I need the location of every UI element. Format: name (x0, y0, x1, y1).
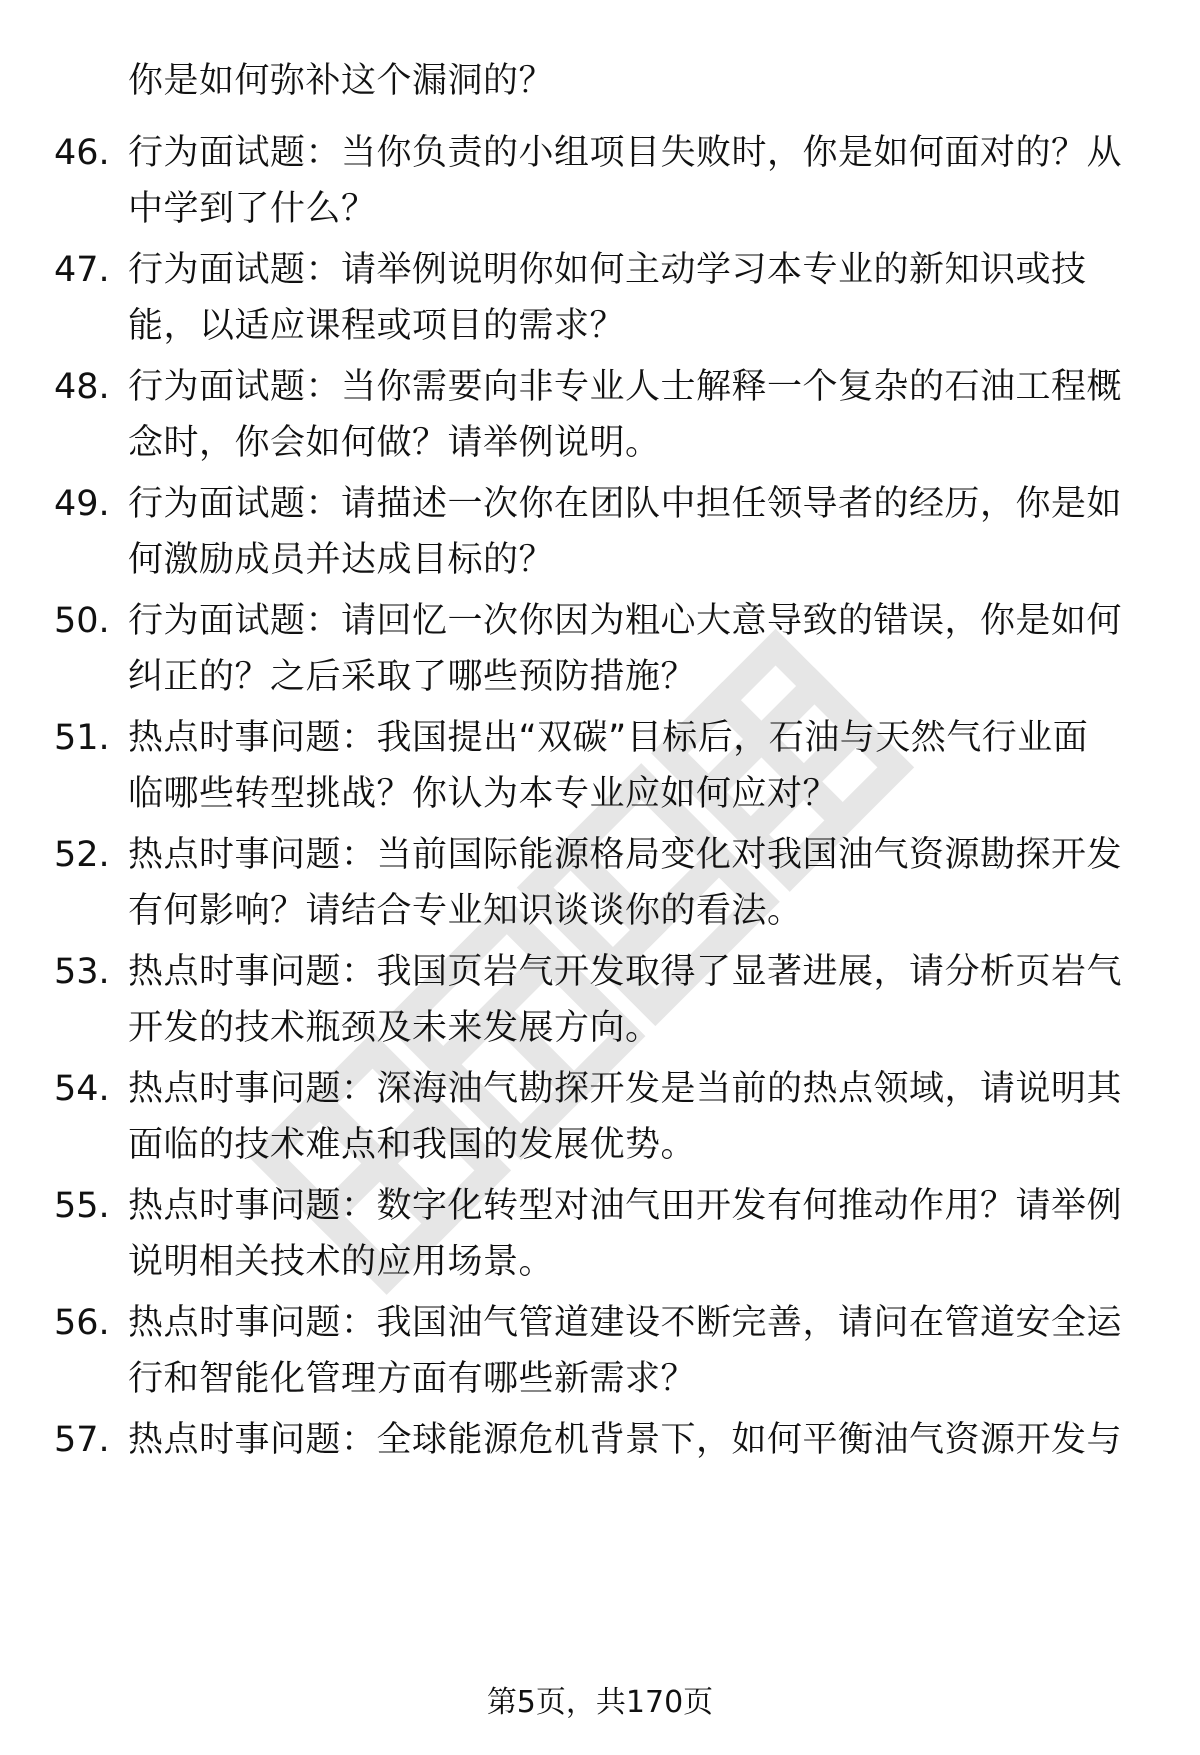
question-number: 47. (54, 250, 110, 290)
continuation-text: 你是如何弥补这个漏洞的？ (128, 61, 555, 101)
question-number: 48. (54, 367, 110, 407)
question-item-56 (0, 1300, 1200, 1410)
question-text-line2: 开发的技术瓶颈及未来发展方向。 (128, 1008, 661, 1048)
question-text-line2: 纠正的？之后采取了哪些预防措施？ (128, 657, 697, 697)
question-text-line1: 行为面试题：请举例说明你如何主动学习本专业的新知识或技 (128, 250, 1087, 290)
question-text-line1: 热点时事问题：数字化转型对油气田开发有何推动作用？请举例 (128, 1186, 1123, 1226)
question-text-line2: 说明相关技术的应用场景。 (128, 1242, 555, 1282)
question-item-54 (0, 1066, 1200, 1176)
page-footer: 第5页，共170页 (486, 1685, 714, 1720)
question-number: 53. (54, 952, 110, 992)
question-number: 46. (54, 133, 110, 173)
question-text-line2: 中学到了什么？ (128, 189, 377, 229)
question-number: 57. (54, 1420, 110, 1460)
question-number: 50. (54, 601, 110, 641)
question-item-49 (0, 481, 1200, 591)
question-number: 56. (54, 1303, 110, 1343)
question-text-line2: 何激励成员并达成目标的？ (128, 540, 555, 580)
question-number: 51. (54, 718, 110, 758)
question-item-48 (0, 364, 1200, 474)
question-item-53 (0, 949, 1200, 1059)
question-text-line2: 行和智能化管理方面有哪些新需求？ (128, 1359, 697, 1399)
question-item-50 (0, 598, 1200, 708)
question-number: 52. (54, 835, 110, 875)
question-text-line2: 能，以适应课程或项目的需求？ (128, 306, 626, 346)
question-text-line1: 热点时事问题：我国提出“双碳”目标后，石油与天然气行业面 (128, 718, 1089, 758)
question-item-52 (0, 832, 1200, 942)
question-item-55 (0, 1183, 1200, 1293)
question-number: 55. (54, 1186, 110, 1226)
question-text-line1: 行为面试题：请描述一次你在团队中担任领导者的经历，你是如 (128, 484, 1123, 524)
question-item-51 (0, 715, 1200, 825)
question-text-line1: 热点时事问题：深海油气勘探开发是当前的热点领域，请说明其 (128, 1069, 1123, 1109)
question-text-line1: 行为面试题：当你需要向非专业人士解释一个复杂的石油工程概 (128, 367, 1123, 407)
question-text-line1: 行为面试题：请回忆一次你因为粗心大意导致的错误，你是如何 (128, 601, 1123, 641)
question-item-47 (0, 247, 1200, 357)
question-text-line1: 行为面试题：当你负责的小组项目失败时，你是如何面对的？从 (128, 133, 1123, 173)
question-text-line1: 热点时事问题：全球能源危机背景下，如何平衡油气资源开发与 (128, 1420, 1123, 1460)
question-number: 54. (54, 1069, 110, 1109)
question-text-line2: 有何影响？请结合专业知识谈谈你的看法。 (128, 891, 803, 931)
question-text-line2: 念时，你会如何做？请举例说明。 (128, 423, 661, 463)
question-item-46 (0, 130, 1200, 240)
question-text-line1: 热点时事问题：当前国际能源格局变化对我国油气资源勘探开发 (128, 835, 1123, 875)
question-text-line1: 热点时事问题：我国油气管道建设不断完善，请问在管道安全运 (128, 1303, 1123, 1343)
question-number: 49. (54, 484, 110, 524)
question-text-line1: 热点时事问题：我国页岩气开发取得了显著进展，请分析页岩气 (128, 952, 1123, 992)
question-text-line2: 面临的技术难点和我国的发展优势。 (128, 1125, 697, 1165)
question-text-line2: 临哪些转型挑战？你认为本专业应如何应对？ (128, 774, 839, 814)
question-item-57 (0, 1417, 1200, 1527)
